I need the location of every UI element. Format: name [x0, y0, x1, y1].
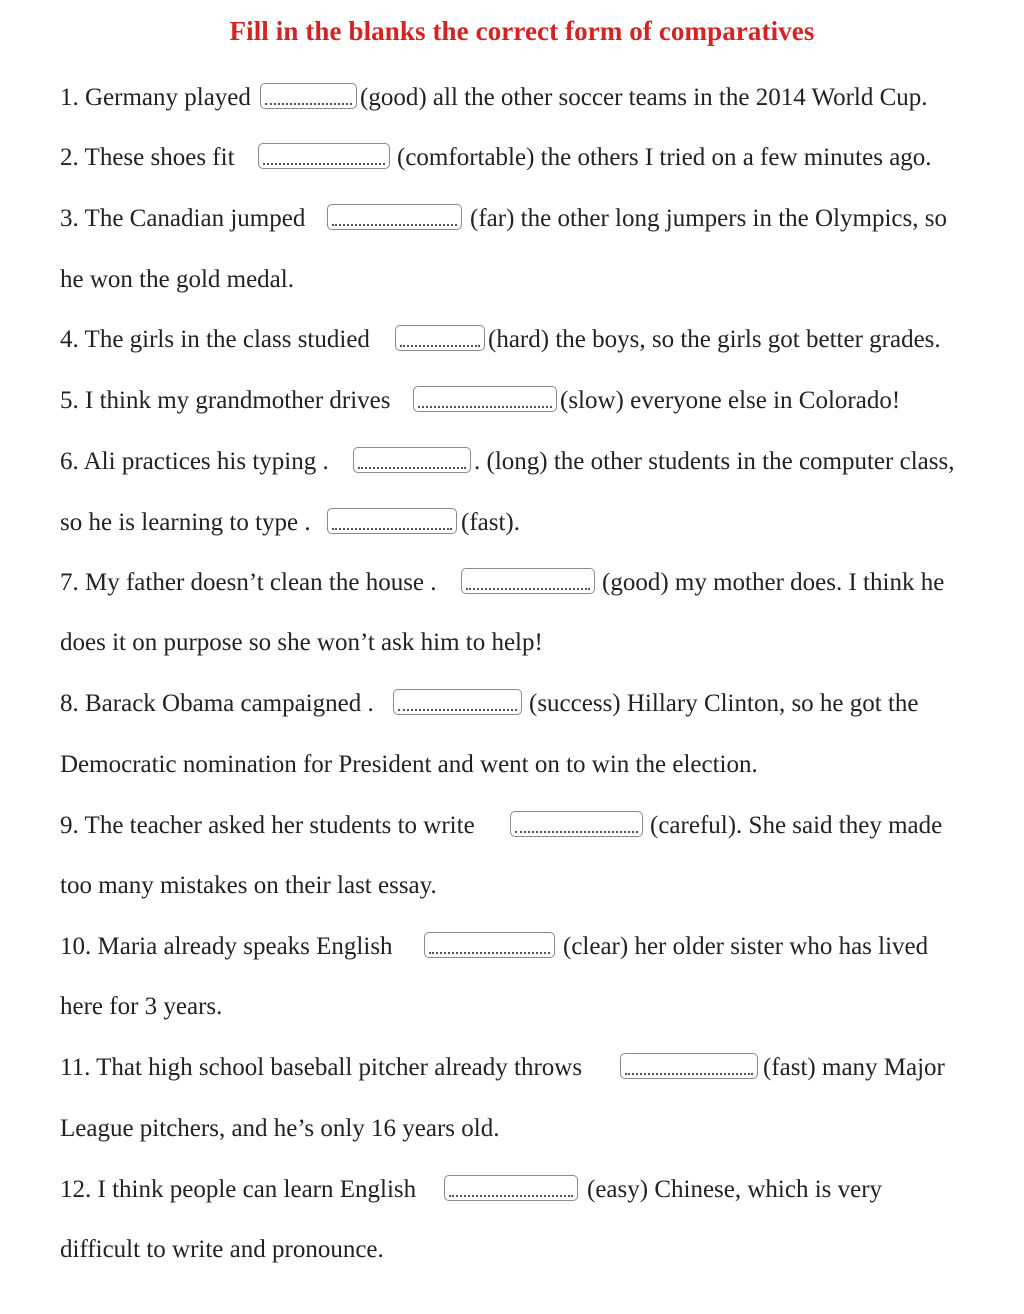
question-2-hint: (comfortable) the others I tried on a few minutes ago. — [397, 144, 932, 171]
answer-box-2[interactable] — [258, 138, 390, 178]
answer-box-7[interactable] — [461, 563, 595, 603]
question-3-continued: he won the gold medal. — [60, 266, 294, 293]
question-1-hint: (good) all the other soccer teams in the 2014 World Cup. — [360, 84, 928, 111]
answer-box-8[interactable] — [393, 684, 522, 724]
question-8-hint: (success) Hillary Clinton, so he got the — [529, 690, 919, 717]
answer-box-6b[interactable] — [327, 503, 457, 543]
question-9-hint: (careful). She said they made — [650, 812, 943, 839]
question-10-continued: here for 3 years. — [60, 993, 223, 1020]
question-4-hint: (hard) the boys, so the girls got better grades. — [488, 326, 941, 353]
page-title: Fill in the blanks the correct form of comparatives — [229, 16, 815, 46]
question-5-text: 5. I think my grandmother drives — [60, 387, 391, 414]
answer-box-3[interactable] — [327, 199, 462, 239]
answer-box-12[interactable] — [444, 1170, 578, 1210]
question-11-continued: League pitchers, and he’s only 16 years old. — [60, 1115, 500, 1142]
question-3-text: 3. The Canadian jumped — [60, 205, 306, 232]
question-10-text: 10. Maria already speaks English — [60, 933, 393, 960]
question-9-text: 9. The teacher asked her students to write — [60, 812, 475, 839]
answer-box-1[interactable] — [260, 78, 357, 118]
question-6-hint: . (long) the other students in the computer class, — [474, 448, 955, 475]
question-4-text: 4. The girls in the class studied — [60, 326, 370, 353]
question-7-continued: does it on purpose so she won’t ask him to help! — [60, 629, 543, 656]
question-3-hint: (far) the other long jumpers in the Olympics, so — [470, 205, 947, 232]
question-9-continued: too many mistakes on their last essay. — [60, 872, 437, 899]
question-7-hint: (good) my mother does. I think he — [602, 569, 945, 596]
question-11-text: 11. That high school baseball pitcher already throws — [60, 1054, 583, 1081]
question-1-text: 1. Germany played — [60, 84, 251, 111]
question-6b-hint: (fast). — [461, 509, 520, 536]
question-12-continued: difficult to write and pronounce. — [60, 1236, 384, 1263]
question-7-text: 7. My father doesn’t clean the house . — [60, 569, 437, 596]
question-6b-text: so he is learning to type . — [60, 509, 311, 536]
answer-box-10[interactable] — [424, 927, 555, 967]
answer-box-11[interactable] — [620, 1048, 758, 1088]
question-12-hint: (easy) Chinese, which is very — [587, 1176, 883, 1203]
answer-box-5[interactable] — [413, 381, 557, 421]
answer-box-6[interactable] — [353, 442, 471, 482]
answer-box-9[interactable] — [510, 806, 643, 846]
question-6-text: 6. Ali practices his typing . — [60, 448, 329, 475]
question-2-text: 2. These shoes fit — [60, 144, 235, 171]
question-5-hint: (slow) everyone else in Colorado! — [560, 387, 901, 414]
question-8-continued: Democratic nomination for President and went on to win the election. — [60, 751, 758, 778]
question-10-hint: (clear) her older sister who has lived — [563, 933, 929, 960]
question-8-text: 8. Barack Obama campaigned . — [60, 690, 374, 717]
answer-box-4[interactable] — [395, 320, 485, 360]
question-12-text: 12. I think people can learn English — [60, 1176, 417, 1203]
question-11-hint: (fast) many Major — [763, 1054, 945, 1081]
